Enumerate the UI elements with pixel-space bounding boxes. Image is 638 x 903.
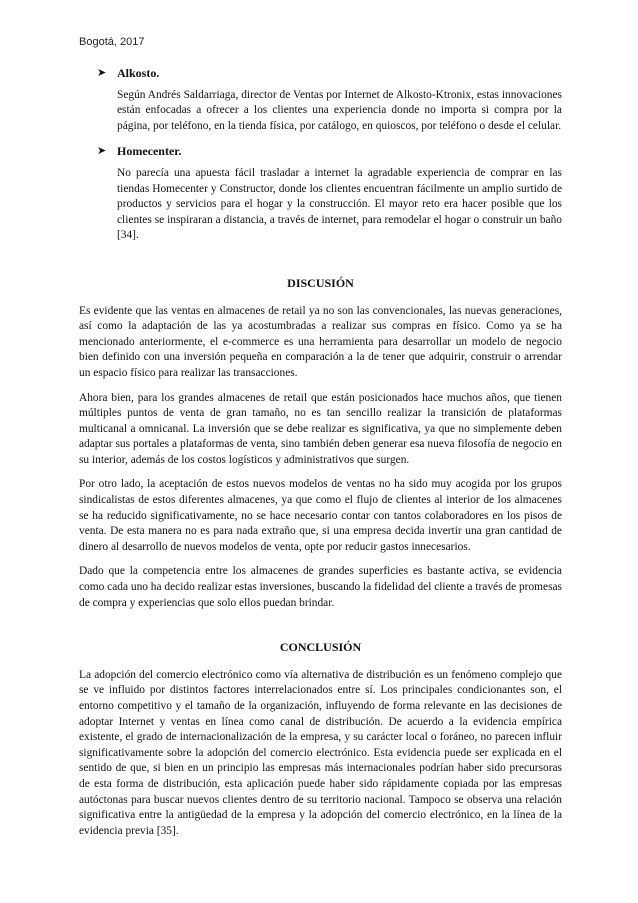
page-header: Bogotá, 2017	[79, 36, 145, 48]
arrow-bullet-icon: ➤	[97, 67, 107, 79]
bullet-text: No parecía una apuesta fácil trasladar a internet la agradable experiencia de comprar en las tiendas Homecenter y Constructor, donde los clientes encuentran fácilmente un amplio surtido de productos y servicios para el hogar y la construcción. El mayor reto era hacer posible que los clientes se inspiraran a distancia, a través de internet, para remodelar el hogar o construir un baño [34].	[117, 166, 562, 242]
discussion-paragraph: Es evidente que las ventas en almacenes de retail ya no son las convencionales, las nuevas generaciones, así como la adaptación de las ya acostumbradas a realizar sus compras en físico. Como ya se ha mencionado anteriormente, el e-commerce es una herramienta para desarrollar un modelo de negocio bien definido con una inversión pequeña en comparación a la de tener que adquirir, construir o arrendar un espacio físico para realizar las transacciones.	[79, 304, 562, 379]
discussion-heading: DISCUSIÓN	[287, 275, 354, 290]
bullet-alkosto	[79, 66, 562, 134]
document-body	[79, 66, 562, 848]
conclusion-paragraph: La adopción del comercio electrónico como vía alternativa de distribución es un fenómeno complejo que se ve influido por distintos factores interrelacionados entre sí. Los principales condicionantes son, el entorno competitivo y el tamaño de la organización, influyendo de forma relevante en las decisiones de adoptar Internet y ventas en línea como canal de distribución. De acuerdo a la evidencia empírica existente, el grado de internacionalización de la empresa, y su carácter local o foráneo, no parecen influir significativamente sobre la adopción del comercio electrónico. Esta evidencia puede ser explicada en el sentido de que, si bien en un principio las empresas más internacionales podrían haber sido precursoras de esta forma de distribución, esta aplicación puede haber sido rápidamente copiada por las empresas autóctonas para buscar nuevos clientes dentro de su territorio nacional. Tampoco se observa una relación significativa entre la antigüedad de la empresa y la adopción del comercio electrónico, en la línea de la evidencia previa [35].	[79, 668, 562, 837]
discussion-paragraph: Por otro lado, la aceptación de estos nuevos modelos de ventas no ha sido muy acogida por los grupos sindicalistas de estos diferentes almacenes, ya que como el flujo de clientes al interior de los almacenes se ha reducido significativamente, no se hace necesario contar con tantos colaboradores en los pisos de venta. De esta manera no es para nada extraño que, si una empresa decida invertir una gran cantidad de dinero al desarrollo de nuevos modelos de venta, opte por reducir gastos innecesarios.	[79, 478, 562, 553]
bullet-text: Según Andrés Saldarriaga, director de Ventas por Internet de Alkosto-Ktronix, estas innovaciones están enfocadas a ofrecer a los clientes una experiencia donde no importa si compra por la página, por teléfono, en la tienda física, por catálogo, en quioscos, por teléfono o desde el celular.	[117, 88, 562, 132]
discussion-paragraph: Dado que la competencia entre los almacenes de grandes superficies es bastante activa, se evidencia como cada uno ha decido realizar estas inversiones, buscando la fidelidad del cliente a través de promesas de compra y experiencias que solo ellos puedan brindar.	[79, 565, 562, 609]
discussion-paragraph: Ahora bien, para los grandes almacenes de retail que están posicionados hace muchos años, que tienen múltiples puntos de venta de gran tamaño, no es tan sencillo realizar la transición de plataformas multicanal a omnicanal. La inversión que se debe realizar es significativa, ya que no simplemente deben adaptar sus portales a plataformas de venta, sino también deben generar esa nueva filosofía de negocio en su interior, además de los costos logísticos y administrativos que surgen.	[79, 391, 562, 466]
bullet-title: Alkosto.	[117, 66, 160, 80]
bullet-homecenter	[79, 144, 562, 244]
bullet-title: Homecenter.	[117, 144, 182, 159]
conclusion-heading: CONCLUSIÓN	[279, 640, 362, 655]
arrow-bullet-icon: ➤	[97, 145, 107, 158]
